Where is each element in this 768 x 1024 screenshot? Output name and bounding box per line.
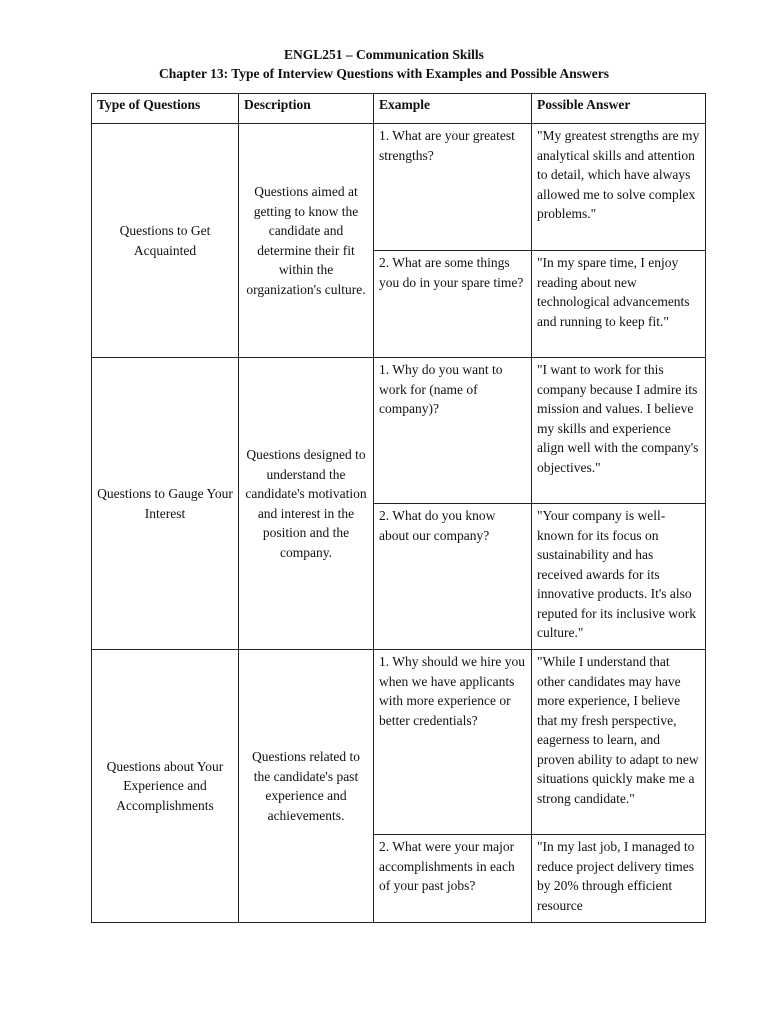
question-type-cell: Questions about Your Experience and Accomplishments xyxy=(92,650,239,923)
description-cell: Questions designed to understand the candidate's motivation and interest in the position and the company. xyxy=(239,358,374,650)
example-cell: 2. What were your major accomplishments in each of your past jobs? xyxy=(374,835,532,923)
example-cell: 1. What are your greatest strengths? xyxy=(374,124,532,251)
example-cell: 1. Why do you want to work for (name of company)? xyxy=(374,358,532,504)
table-row xyxy=(92,124,706,251)
answer-cell: "While I understand that other candidates may have more experience, I believe that my fresh perspective, eagerness to learn, and proven ability to adapt to new situations quickly make me a strong candidate." xyxy=(532,650,706,835)
answer-cell: "I want to work for this company because I admire its mission and values. I believe my skills and experience align well with the company's objectives." xyxy=(532,358,706,504)
question-type-cell: Questions to Get Acquainted xyxy=(92,124,239,358)
answer-cell: "My greatest strengths are my analytical skills and attention to detail, which have always allowed me to solve complex problems." xyxy=(532,124,706,251)
column-header: Example xyxy=(374,94,532,124)
column-header: Possible Answer xyxy=(532,94,706,124)
column-header: Description xyxy=(239,94,374,124)
table-row xyxy=(92,650,706,835)
description-cell: Questions related to the candidate's past experience and achievements. xyxy=(239,650,374,923)
document-header xyxy=(0,45,768,83)
column-header: Type of Questions xyxy=(92,94,239,124)
course-title: ENGL251 – Communication Skills xyxy=(284,47,484,62)
interview-questions-table xyxy=(91,93,706,923)
chapter-title: Chapter 13: Type of Interview Questions with Examples and Possible Answers xyxy=(158,66,610,81)
example-cell: 2. What are some things you do in your spare time? xyxy=(374,251,532,358)
example-cell: 2. What do you know about our company? xyxy=(374,504,532,650)
table-header-row xyxy=(92,94,706,124)
answer-cell: "Your company is well-known for its focus on sustainability and has received awards for its innovative products. It's also reputed for its inclusive work culture." xyxy=(532,504,706,650)
table-row xyxy=(92,358,706,504)
description-cell: Questions aimed at getting to know the candidate and determine their fit within the organization's culture. xyxy=(239,124,374,358)
example-cell: 1. Why should we hire you when we have applicants with more experience or better credentials? xyxy=(374,650,532,835)
question-type-cell: Questions to Gauge Your Interest xyxy=(92,358,239,650)
answer-cell: "In my last job, I managed to reduce project delivery times by 20% through efficient resource xyxy=(532,835,706,923)
answer-cell: "In my spare time, I enjoy reading about new technological advancements and running to keep fit." xyxy=(532,251,706,358)
